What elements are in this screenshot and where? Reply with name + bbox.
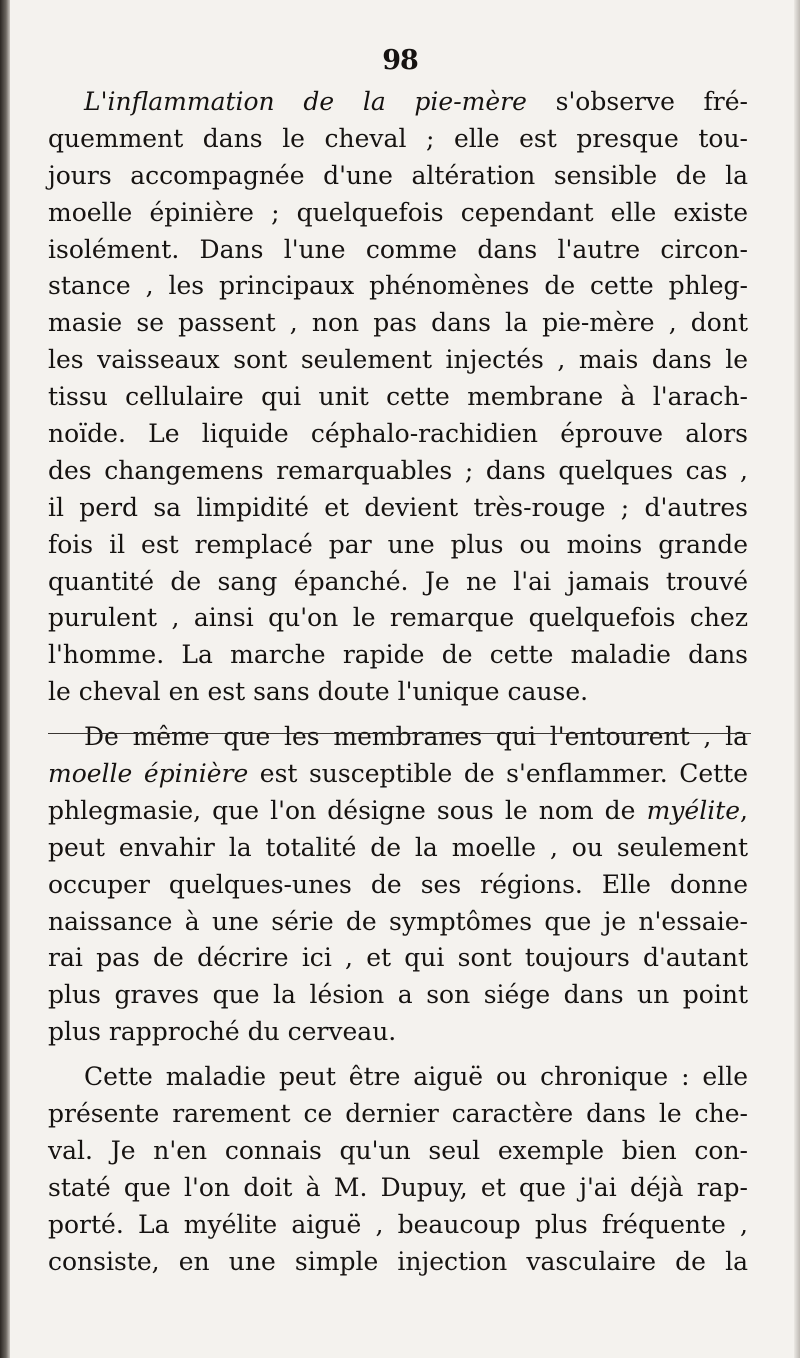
underline-rule: [48, 733, 751, 734]
text-line: val. Je n'en connais qu'un seul exemple bien con-: [48, 1135, 748, 1165]
paragraph-gap: [48, 1051, 748, 1059]
text-line: stance , les principaux phénomènes de cette phleg-: [48, 271, 748, 301]
page-binding-shadow: [0, 0, 10, 1358]
text-run: est susceptible de s'enflammer. Cette: [248, 759, 749, 789]
page-right-edge: [794, 0, 800, 1358]
page-number: 98: [382, 45, 418, 76]
text-line: isolément. Dans l'une comme dans l'autre circon-: [48, 234, 748, 264]
paragraph-3: [48, 1059, 748, 1280]
italic-phrase: moelle épinière: [48, 759, 249, 789]
text-line: des changemens remarquables ; dans quelques cas ,: [48, 455, 748, 485]
text-line: [48, 84, 748, 121]
text-line: il perd sa limpidité et devient très-rouge ; d'autres: [48, 492, 748, 522]
text-line: l'homme. La marche rapide de cette maladie dans: [48, 640, 748, 670]
text-line: quemment dans le cheval ; elle est presque tou-: [48, 123, 748, 153]
text-line: occuper quelques-unes de ses régions. Elle donne: [48, 869, 748, 899]
text-line: fois il est remplacé par une plus ou moins grande: [48, 529, 748, 559]
text-line: [48, 756, 748, 793]
text-line: rai pas de décrire ici , et qui sont toujours d'autant: [48, 943, 748, 973]
text-line: peut envahir la totalité de la moelle , ou seulement: [48, 832, 748, 862]
text-line: porté. La myélite aiguë , beaucoup plus fréquente ,: [48, 1209, 748, 1239]
text-run: phlegmasie, que l'on désigne sous le nom de: [48, 795, 647, 825]
italic-phrase: L'inflammation de la pie-mère: [84, 87, 527, 116]
italic-term: myélite: [646, 795, 741, 825]
text-line: staté que l'on doit à M. Dupuy, et que j'ai déjà rap-: [48, 1172, 748, 1202]
text-line: consiste, en une simple injection vasculaire de la: [48, 1246, 748, 1276]
text-line: Cette maladie peut être aiguë ou chronique : elle: [84, 1062, 748, 1092]
text-line: [48, 793, 748, 830]
text-line: jours accompagnée d'une altération sensible de la: [48, 160, 748, 190]
text-line: masie se passent , non pas dans la pie-mère , dont: [48, 308, 748, 338]
text-line: quantité de sang épanché. Je ne l'ai jamais trouvé: [48, 566, 748, 596]
text-line: De même que les membranes qui l'entourent , la: [84, 722, 748, 752]
text-line: tissu cellulaire qui unit cette membrane à l'arach-: [48, 382, 748, 412]
paragraph-1: [48, 84, 748, 711]
paragraph-gap: [48, 711, 748, 719]
text-line: plus rapproché du cerveau.: [48, 1017, 397, 1047]
text-run: s'observe fré-: [526, 87, 748, 116]
text-line: noïde. Le liquide céphalo-rachidien éprouve alors: [48, 419, 748, 449]
paragraph-2: [48, 719, 748, 1051]
text-line: naissance à une série de symptômes que je n'essaie-: [48, 906, 748, 936]
text-run: ,: [740, 795, 748, 825]
text-line: les vaisseaux sont seulement injectés , mais dans le: [48, 345, 748, 375]
text-line: présente rarement ce dernier caractère dans le che-: [48, 1099, 748, 1129]
text-line: plus graves que la lésion a son siége dans un point: [48, 980, 748, 1010]
text-line: le cheval en est sans doute l'unique cause.: [48, 677, 589, 707]
text-line: purulent , ainsi qu'on le remarque quelquefois chez: [48, 603, 748, 633]
text-line: moelle épinière ; quelquefois cependant elle existe: [48, 197, 748, 227]
body-text: [48, 84, 748, 1281]
